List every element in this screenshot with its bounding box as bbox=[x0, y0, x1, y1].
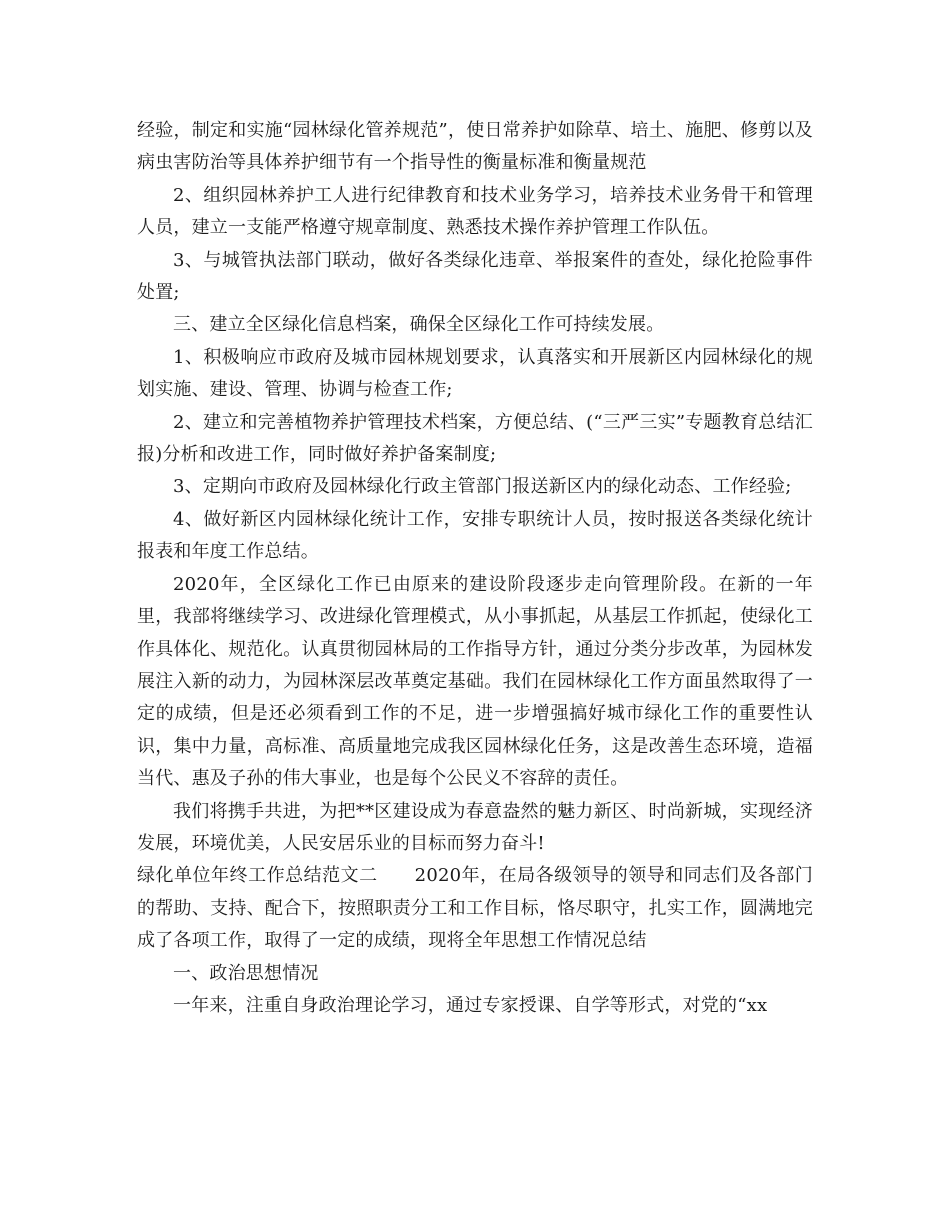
paragraph-10: 我们将携手共进，为把**区建设成为春意盎然的魅力新区、时尚新城，实现经济发展，环境优美，人民安居乐业的目标而努力奋斗! bbox=[137, 800, 813, 854]
section-heading-3: 三、建立全区绿化信息档案，确保全区绿化工作可持续发展。 bbox=[173, 314, 665, 336]
paragraph-5: 1、积极响应市政府及城市园林规划要求，认真落实和开展新区内园林绿化的规划实施、建设、管理、协调与检查工作; bbox=[137, 346, 813, 401]
paragraph-1: 经验，制定和实施“园林绿化管养规范”，使日常养护如除草、培土、施肥、修剪以及病虫害防治等具体养护细节有一个指导性的衡量标准和衡量规范 bbox=[137, 120, 813, 174]
paragraph-13: 一年来，注重自身政治理论学习，通过专家授课、自学等形式，对党的“xx bbox=[173, 994, 768, 1016]
paragraph-2: 2、组织园林养护工人进行纪律教育和技术业务学习，培养技术业务骨干和管理人员，建立一支能严格遵守规章制度、熟悉技术操作养护管理工作队伍。 bbox=[137, 184, 813, 239]
paragraph-7: 3、定期向市政府及园林绿化行政主管部门报送新区内的绿化动态、工作经验; bbox=[173, 476, 792, 498]
paragraph-3: 3、与城管执法部门联动，做好各类绿化违章、举报案件的查处，绿化抢险事件处置; bbox=[137, 249, 813, 304]
article-two-title-paragraph: 绿化单位年终工作总结范文二 2020年，在局各级领导的领导和同志们及各部门的帮助、支持、配合下，按照职责分工和工作目标，恪尽职守，扎实工作，圆满地完成了各项工作，取得了一定的成绩，现将全年思想工作情况总结 bbox=[137, 865, 813, 952]
section-heading-political: 一、政治思想情况 bbox=[173, 962, 319, 984]
paragraph-9: 2020年，全区绿化工作已由原来的建设阶段逐步走向管理阶段。在新的一年里，我部将继续学习、改进绿化管理模式，从小事抓起，从基层工作抓起，使绿化工作具体化、规范化。认真贯彻园林局的工作指导方针，通过分类分步改革，为园林发展注入新的动力，为园林深层改革奠定基础。我们在园林绿化工作方面虽然取得了一定的成绩，但是还必须看到工作的不足，进一步增强搞好城市绿化工作的重要性认识，集中力量，高标准、高质量地完成我区园林绿化任务，这是改善生态环境，造福当代、惠及子孙的伟大事业，也是每个公民义不容辞的责任。 bbox=[137, 573, 813, 790]
paragraph-6: 2、建立和完善植物养护管理技术档案，方便总结、(“三严三实”专题教育总结汇报)分析和改进工作，同时做好养护备案制度; bbox=[137, 411, 813, 466]
document-body bbox=[137, 115, 813, 1022]
paragraph-8: 4、做好新区内园林绿化统计工作，安排专职统计人员，按时报送各类绿化统计报表和年度工作总结。 bbox=[137, 508, 813, 563]
